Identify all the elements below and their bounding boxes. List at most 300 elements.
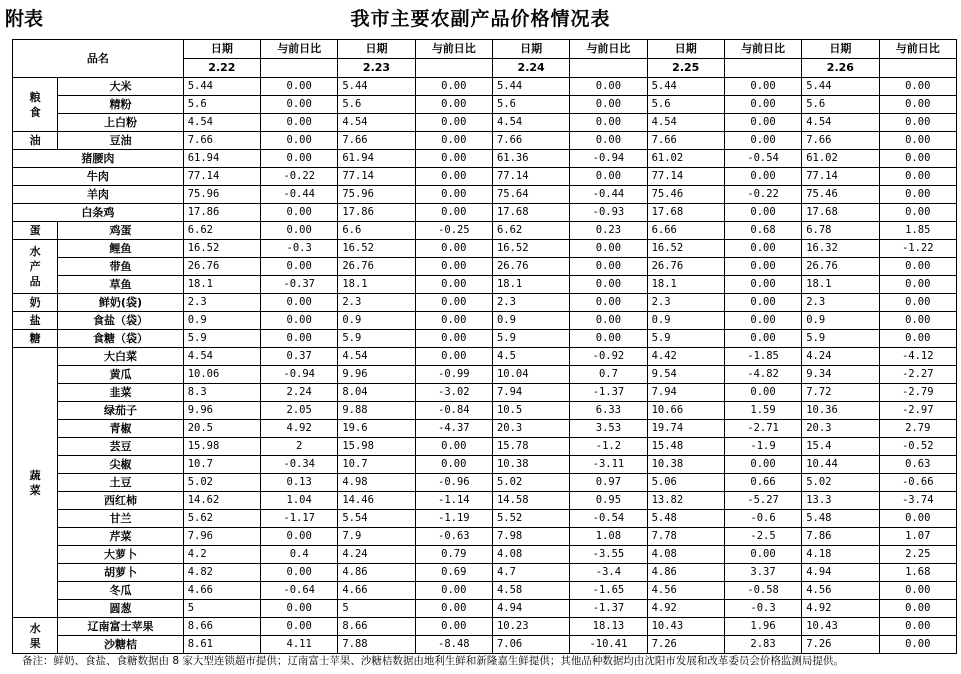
table-row xyxy=(13,240,957,258)
header-date-value: 2.22 xyxy=(183,59,260,78)
compare-cell: -2.5 xyxy=(724,528,801,546)
compare-cell: 0.00 xyxy=(570,168,647,186)
compare-cell: 0.00 xyxy=(879,78,956,96)
header-compare-blank xyxy=(415,59,492,78)
compare-cell: -0.92 xyxy=(570,348,647,366)
compare-cell: 0.00 xyxy=(261,114,338,132)
table-row xyxy=(13,438,957,456)
table-row xyxy=(13,420,957,438)
item-name: 芹菜 xyxy=(58,528,184,546)
compare-cell: -1.9 xyxy=(724,438,801,456)
compare-cell: -2.97 xyxy=(879,402,956,420)
compare-cell: 0.00 xyxy=(879,150,956,168)
price-cell: 4.54 xyxy=(647,114,724,132)
compare-cell: 0.00 xyxy=(724,330,801,348)
page-title: 我市主要农副产品价格情况表 xyxy=(350,8,611,30)
compare-cell: -1.65 xyxy=(570,582,647,600)
price-cell: 5.44 xyxy=(647,78,724,96)
compare-cell: -5.27 xyxy=(724,492,801,510)
item-name: 白条鸡 xyxy=(13,204,184,222)
compare-cell: -0.58 xyxy=(724,582,801,600)
price-cell: 18.1 xyxy=(492,276,569,294)
table-row xyxy=(13,78,957,96)
header-row-labels xyxy=(13,40,957,59)
price-cell: 7.06 xyxy=(492,636,569,654)
compare-cell: 0.00 xyxy=(415,312,492,330)
price-cell: 77.14 xyxy=(338,168,415,186)
compare-cell: 3.53 xyxy=(570,420,647,438)
compare-cell: 0.00 xyxy=(415,240,492,258)
price-cell: 15.48 xyxy=(647,438,724,456)
item-name: 鸡蛋 xyxy=(58,222,184,240)
compare-cell: 0.00 xyxy=(570,294,647,312)
price-cell: 4.54 xyxy=(802,114,879,132)
compare-cell: 0.00 xyxy=(724,312,801,330)
compare-cell: -0.94 xyxy=(570,150,647,168)
compare-cell: 6.33 xyxy=(570,402,647,420)
compare-cell: 0.00 xyxy=(879,510,956,528)
price-cell: 26.76 xyxy=(647,258,724,276)
price-cell: 16.52 xyxy=(647,240,724,258)
price-cell: 77.14 xyxy=(492,168,569,186)
price-table xyxy=(12,39,957,654)
price-cell: 5.6 xyxy=(183,96,260,114)
compare-cell: -3.74 xyxy=(879,492,956,510)
compare-cell: 0.00 xyxy=(724,132,801,150)
price-cell: 14.62 xyxy=(183,492,260,510)
compare-cell: 0.00 xyxy=(261,564,338,582)
price-cell: 4.54 xyxy=(492,114,569,132)
item-name: 芸豆 xyxy=(58,438,184,456)
footnote: 备注：鲜奶、食盐、食糖数据由 8 家大型连锁超市提供；辽南富士苹果、沙糖桔数据由地利生鲜和新隆嘉生鲜提供；其他品种数据均由沈阳市发展和改革委员会价格监测局提供。 xyxy=(22,655,844,667)
compare-cell: 0.23 xyxy=(570,222,647,240)
item-name: 大米 xyxy=(58,78,184,96)
price-cell: 18.1 xyxy=(647,276,724,294)
price-cell: 4.54 xyxy=(183,114,260,132)
compare-cell: 0.00 xyxy=(415,276,492,294)
compare-cell: 2.24 xyxy=(261,384,338,402)
table-row xyxy=(13,330,957,348)
compare-cell: -4.12 xyxy=(879,348,956,366)
item-name: 土豆 xyxy=(58,474,184,492)
table-row xyxy=(13,168,957,186)
price-cell: 4.2 xyxy=(183,546,260,564)
header-compare-blank xyxy=(724,59,801,78)
item-name: 带鱼 xyxy=(58,258,184,276)
price-cell: 10.43 xyxy=(802,618,879,636)
header-date-value: 2.23 xyxy=(338,59,415,78)
category-label: 油 xyxy=(13,132,58,150)
price-cell: 8.66 xyxy=(183,618,260,636)
table-row xyxy=(13,618,957,636)
compare-cell: -0.99 xyxy=(415,366,492,384)
price-cell: 5.02 xyxy=(492,474,569,492)
compare-cell: 4.11 xyxy=(261,636,338,654)
price-cell: 8.3 xyxy=(183,384,260,402)
item-name: 韭菜 xyxy=(58,384,184,402)
price-cell: 17.86 xyxy=(338,204,415,222)
price-cell: 0.9 xyxy=(338,312,415,330)
price-cell: 7.88 xyxy=(338,636,415,654)
compare-cell: 0.00 xyxy=(415,330,492,348)
price-cell: 7.72 xyxy=(802,384,879,402)
compare-cell: 0.00 xyxy=(415,96,492,114)
compare-cell: -1.22 xyxy=(879,240,956,258)
price-cell: 4.56 xyxy=(802,582,879,600)
appendix-label: 附表 xyxy=(5,8,44,30)
compare-cell: -0.96 xyxy=(415,474,492,492)
item-name: 尖椒 xyxy=(58,456,184,474)
header-date-value: 2.26 xyxy=(802,59,879,78)
price-cell: 4.54 xyxy=(338,114,415,132)
compare-cell: 0.00 xyxy=(724,546,801,564)
compare-cell: -0.44 xyxy=(261,186,338,204)
table-row xyxy=(13,348,957,366)
compare-cell: 0.79 xyxy=(415,546,492,564)
price-cell: 5.6 xyxy=(338,96,415,114)
item-name: 大萝卜 xyxy=(58,546,184,564)
table-row xyxy=(13,492,957,510)
compare-cell: 0.00 xyxy=(570,276,647,294)
compare-cell: -1.85 xyxy=(724,348,801,366)
price-cell: 2.3 xyxy=(492,294,569,312)
price-cell: 61.94 xyxy=(183,150,260,168)
compare-cell: 0.00 xyxy=(570,240,647,258)
table-row xyxy=(13,474,957,492)
price-cell: 5 xyxy=(338,600,415,618)
category-label: 蛋 xyxy=(13,222,58,240)
price-cell: 14.58 xyxy=(492,492,569,510)
price-cell: 10.38 xyxy=(647,456,724,474)
price-cell: 17.86 xyxy=(183,204,260,222)
compare-cell: -3.55 xyxy=(570,546,647,564)
compare-cell: 0.00 xyxy=(261,330,338,348)
compare-cell: -0.54 xyxy=(724,150,801,168)
item-name: 沙糖桔 xyxy=(58,636,184,654)
table-row xyxy=(13,186,957,204)
price-cell: 17.68 xyxy=(802,204,879,222)
price-cell: 77.14 xyxy=(802,168,879,186)
price-cell: 8.61 xyxy=(183,636,260,654)
compare-cell: 0.00 xyxy=(724,168,801,186)
table-row xyxy=(13,546,957,564)
compare-cell: 0.00 xyxy=(261,96,338,114)
compare-cell: 0.00 xyxy=(724,384,801,402)
compare-cell: 18.13 xyxy=(570,618,647,636)
price-cell: 7.94 xyxy=(492,384,569,402)
table-row xyxy=(13,204,957,222)
compare-cell: 0.00 xyxy=(879,186,956,204)
compare-cell: 0.4 xyxy=(261,546,338,564)
item-name: 羊肉 xyxy=(13,186,184,204)
category-label: 奶 xyxy=(13,294,58,312)
category-label: 粮 食 xyxy=(13,78,58,132)
compare-cell: 1.85 xyxy=(879,222,956,240)
price-cell: 5.48 xyxy=(647,510,724,528)
header-date-value: 2.25 xyxy=(647,59,724,78)
compare-cell: 0.00 xyxy=(261,528,338,546)
price-cell: 4.82 xyxy=(183,564,260,582)
price-cell: 4.08 xyxy=(492,546,569,564)
price-cell: 10.7 xyxy=(338,456,415,474)
compare-cell: -1.14 xyxy=(415,492,492,510)
header-item-label: 品名 xyxy=(13,40,184,78)
compare-cell: 1.96 xyxy=(724,618,801,636)
compare-cell: 0.00 xyxy=(879,294,956,312)
compare-cell: -0.3 xyxy=(724,600,801,618)
table-row xyxy=(13,222,957,240)
compare-cell: 0.00 xyxy=(570,96,647,114)
price-cell: 2.3 xyxy=(183,294,260,312)
compare-cell: -1.17 xyxy=(261,510,338,528)
compare-cell: 0.00 xyxy=(724,240,801,258)
price-table-body xyxy=(13,40,957,654)
table-row xyxy=(13,114,957,132)
compare-cell: -0.6 xyxy=(724,510,801,528)
price-cell: 7.86 xyxy=(802,528,879,546)
price-cell: 10.7 xyxy=(183,456,260,474)
price-cell: 4.54 xyxy=(183,348,260,366)
compare-cell: -3.11 xyxy=(570,456,647,474)
price-cell: 9.96 xyxy=(183,402,260,420)
compare-cell: 1.68 xyxy=(879,564,956,582)
price-cell: 8.66 xyxy=(338,618,415,636)
table-row xyxy=(13,402,957,420)
price-cell: 18.1 xyxy=(183,276,260,294)
price-cell: 20.3 xyxy=(492,420,569,438)
price-cell: 5.44 xyxy=(492,78,569,96)
price-cell: 5.6 xyxy=(492,96,569,114)
compare-cell: 0.00 xyxy=(261,78,338,96)
price-cell: 15.78 xyxy=(492,438,569,456)
compare-cell: 0.00 xyxy=(415,186,492,204)
price-cell: 10.36 xyxy=(802,402,879,420)
price-cell: 20.5 xyxy=(183,420,260,438)
price-cell: 7.66 xyxy=(492,132,569,150)
compare-cell: 0.00 xyxy=(261,618,338,636)
price-cell: 5.62 xyxy=(183,510,260,528)
compare-cell: 0.00 xyxy=(724,258,801,276)
table-row xyxy=(13,636,957,654)
compare-cell: -0.63 xyxy=(415,528,492,546)
price-cell: 5.6 xyxy=(802,96,879,114)
compare-cell: 0.00 xyxy=(415,150,492,168)
price-cell: 4.5 xyxy=(492,348,569,366)
compare-cell: 0.00 xyxy=(261,150,338,168)
price-cell: 4.18 xyxy=(802,546,879,564)
price-cell: 5.9 xyxy=(338,330,415,348)
compare-cell: 3.37 xyxy=(724,564,801,582)
item-name: 青椒 xyxy=(58,420,184,438)
price-cell: 5.9 xyxy=(802,330,879,348)
price-cell: 4.98 xyxy=(338,474,415,492)
table-row xyxy=(13,258,957,276)
price-cell: 7.66 xyxy=(647,132,724,150)
price-cell: 4.08 xyxy=(647,546,724,564)
item-name: 上白粉 xyxy=(58,114,184,132)
compare-cell: -0.3 xyxy=(261,240,338,258)
table-row xyxy=(13,312,957,330)
price-cell: 6.62 xyxy=(183,222,260,240)
header-compare-label: 与前日比 xyxy=(261,40,338,59)
compare-cell: 0.00 xyxy=(879,276,956,294)
compare-cell: -0.44 xyxy=(570,186,647,204)
compare-cell: 0.97 xyxy=(570,474,647,492)
price-cell: 26.76 xyxy=(338,258,415,276)
compare-cell: 0.00 xyxy=(415,294,492,312)
compare-cell: 0.00 xyxy=(879,582,956,600)
compare-cell: -2.79 xyxy=(879,384,956,402)
price-cell: 6.78 xyxy=(802,222,879,240)
price-cell: 4.58 xyxy=(492,582,569,600)
compare-cell: -8.48 xyxy=(415,636,492,654)
compare-cell: 0.00 xyxy=(570,114,647,132)
price-cell: 5.06 xyxy=(647,474,724,492)
compare-cell: 0.00 xyxy=(261,222,338,240)
compare-cell: 0.00 xyxy=(879,96,956,114)
compare-cell: -0.84 xyxy=(415,402,492,420)
price-cell: 9.88 xyxy=(338,402,415,420)
price-cell: 10.38 xyxy=(492,456,569,474)
compare-cell: 0.00 xyxy=(415,600,492,618)
price-cell: 9.54 xyxy=(647,366,724,384)
compare-cell: -3.4 xyxy=(570,564,647,582)
price-cell: 6.66 xyxy=(647,222,724,240)
header-compare-blank xyxy=(570,59,647,78)
header-compare-label: 与前日比 xyxy=(570,40,647,59)
price-cell: 26.76 xyxy=(492,258,569,276)
price-cell: 13.3 xyxy=(802,492,879,510)
compare-cell: -0.94 xyxy=(261,366,338,384)
price-cell: 61.94 xyxy=(338,150,415,168)
price-cell: 5.9 xyxy=(647,330,724,348)
compare-cell: 0.37 xyxy=(261,348,338,366)
price-cell: 7.96 xyxy=(183,528,260,546)
price-cell: 7.98 xyxy=(492,528,569,546)
compare-cell: 2.25 xyxy=(879,546,956,564)
price-cell: 16.52 xyxy=(338,240,415,258)
item-name: 食糖（袋） xyxy=(58,330,184,348)
table-row xyxy=(13,510,957,528)
header-date-label: 日期 xyxy=(802,40,879,59)
compare-cell: 0.00 xyxy=(415,258,492,276)
price-cell: 4.92 xyxy=(802,600,879,618)
compare-cell: 0.00 xyxy=(570,330,647,348)
price-cell: 6.62 xyxy=(492,222,569,240)
compare-cell: 0.7 xyxy=(570,366,647,384)
price-cell: 17.68 xyxy=(492,204,569,222)
table-row xyxy=(13,276,957,294)
price-cell: 20.3 xyxy=(802,420,879,438)
compare-cell: -4.37 xyxy=(415,420,492,438)
price-cell: 4.7 xyxy=(492,564,569,582)
price-cell: 5.44 xyxy=(183,78,260,96)
price-cell: 10.44 xyxy=(802,456,879,474)
header-compare-label: 与前日比 xyxy=(879,40,956,59)
compare-cell: -1.37 xyxy=(570,384,647,402)
compare-cell: -0.52 xyxy=(879,438,956,456)
item-name: 鲜奶(袋) xyxy=(58,294,184,312)
table-row xyxy=(13,96,957,114)
compare-cell: 0.00 xyxy=(415,168,492,186)
item-name: 辽南富士苹果 xyxy=(58,618,184,636)
compare-cell: 0.00 xyxy=(415,618,492,636)
price-cell: 13.82 xyxy=(647,492,724,510)
price-cell: 75.96 xyxy=(183,186,260,204)
table-row xyxy=(13,456,957,474)
compare-cell: -0.66 xyxy=(879,474,956,492)
price-cell: 7.26 xyxy=(647,636,724,654)
item-name: 豆油 xyxy=(58,132,184,150)
compare-cell: 0.69 xyxy=(415,564,492,582)
compare-cell: 0.00 xyxy=(879,600,956,618)
price-cell: 2.3 xyxy=(647,294,724,312)
item-name: 冬瓜 xyxy=(58,582,184,600)
price-cell: 5.44 xyxy=(338,78,415,96)
compare-cell: 0.00 xyxy=(879,258,956,276)
compare-cell: 0.00 xyxy=(261,294,338,312)
compare-cell: -2.71 xyxy=(724,420,801,438)
table-row xyxy=(13,600,957,618)
price-cell: 61.02 xyxy=(802,150,879,168)
price-cell: 4.66 xyxy=(183,582,260,600)
compare-cell: 0.00 xyxy=(415,114,492,132)
price-cell: 5.48 xyxy=(802,510,879,528)
compare-cell: 0.00 xyxy=(415,438,492,456)
price-cell: 19.74 xyxy=(647,420,724,438)
compare-cell: -4.82 xyxy=(724,366,801,384)
compare-cell: 0.63 xyxy=(879,456,956,474)
item-name: 西红柿 xyxy=(58,492,184,510)
compare-cell: -0.37 xyxy=(261,276,338,294)
compare-cell: 0.00 xyxy=(261,204,338,222)
price-cell: 4.94 xyxy=(492,600,569,618)
compare-cell: -0.34 xyxy=(261,456,338,474)
price-cell: 75.64 xyxy=(492,186,569,204)
compare-cell: 0.00 xyxy=(415,582,492,600)
compare-cell: 0.00 xyxy=(415,78,492,96)
price-cell: 7.94 xyxy=(647,384,724,402)
compare-cell: 0.13 xyxy=(261,474,338,492)
price-cell: 18.1 xyxy=(802,276,879,294)
item-name: 猪腰肉 xyxy=(13,150,184,168)
price-cell: 2.3 xyxy=(338,294,415,312)
price-cell: 7.66 xyxy=(183,132,260,150)
compare-cell: -0.93 xyxy=(570,204,647,222)
price-cell: 0.9 xyxy=(492,312,569,330)
category-label: 水 果 xyxy=(13,618,58,654)
header-date-value: 2.24 xyxy=(492,59,569,78)
price-cell: 10.23 xyxy=(492,618,569,636)
price-cell: 4.86 xyxy=(647,564,724,582)
price-cell: 0.9 xyxy=(647,312,724,330)
item-name: 甘兰 xyxy=(58,510,184,528)
compare-cell: 2 xyxy=(261,438,338,456)
item-name: 圆葱 xyxy=(58,600,184,618)
compare-cell: -3.02 xyxy=(415,384,492,402)
compare-cell: 0.00 xyxy=(570,258,647,276)
table-row xyxy=(13,366,957,384)
price-cell: 10.66 xyxy=(647,402,724,420)
price-cell: 16.32 xyxy=(802,240,879,258)
compare-cell: 0.00 xyxy=(570,312,647,330)
compare-cell: 0.00 xyxy=(261,258,338,276)
price-cell: 4.42 xyxy=(647,348,724,366)
compare-cell: 2.83 xyxy=(724,636,801,654)
price-cell: 5.44 xyxy=(802,78,879,96)
table-row xyxy=(13,528,957,546)
compare-cell: 0.00 xyxy=(724,456,801,474)
